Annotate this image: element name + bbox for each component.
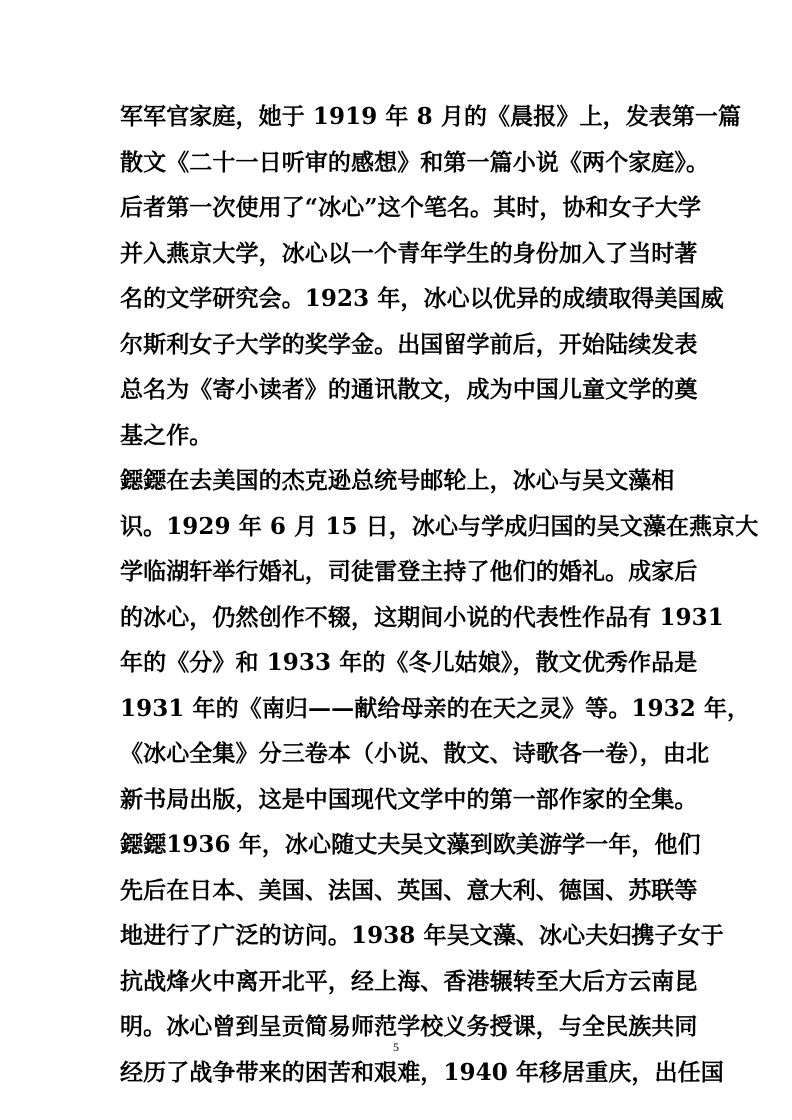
text-line-2: 散文《二十一日听审的感想》和第一篇小说《两个家庭》。 — [120, 148, 710, 176]
text-line-17: 鐚鐚1936 年，冰心随丈夫吴文藻到欧美游学一年，他们 — [120, 831, 701, 858]
text-line-1: 军军官家庭，她于 1919 年 8 月的《晨报》上，发表第一篇 — [120, 103, 742, 130]
text-line-10: 识。1929 年 6 月 15 日，冰心与学成归国的吴文藻在燕京大 — [120, 512, 759, 540]
text-line-12: 的冰心，仍然创作不辍，这期间小说的代表性作品有 1931 — [120, 603, 724, 631]
text-line-15: 《冰心全集》分三卷本（小说、散文、诗歌各一卷），由北 — [120, 740, 710, 767]
page-number: 5 — [393, 1040, 399, 1054]
text-line-19: 地进行了广泛的访问。1938 年吴文藻、冰心夫妇携子女于 — [120, 922, 724, 949]
text-line-9: 鐚鐚在去美国的杰克逊总统号邮轮上，冰心与吴文藻相 — [120, 467, 675, 494]
text-line-3: 后者第一次使用了“冰心”这个笔名。其时，协和女子大学 — [120, 194, 702, 221]
text-line-11: 学临湖轩举行婚礼，司徒雷登主持了他们的婚礼。成家后 — [120, 558, 698, 585]
text-line-18: 先后在日本、美国、法国、英国、意大利、德国、苏联等 — [120, 876, 698, 904]
text-line-16: 新书局出版，这是中国现代文学中的第一部作家的全集。 — [120, 785, 698, 813]
text-line-8: 基之作。 — [120, 421, 213, 449]
text-line-20: 抗战烽火中离开北平，经上海、香港辗转至大后方云南昆 — [120, 967, 698, 995]
body-text — [120, 94, 759, 1095]
text-line-22: 经历了战争带来的困苦和艰难，1940 年移居重庆，出任国 — [120, 1058, 724, 1086]
text-line-6: 尔斯利女子大学的奖学金。出国留学前后，开始陆续发表 — [120, 330, 698, 358]
text-line-7: 总名为《寄小读者》的通讯散文，成为中国儿童文学的奠 — [120, 376, 698, 403]
text-line-4: 并入燕京大学，冰心以一个青年学生的身份加入了当时著 — [120, 239, 698, 267]
text-line-5: 名的文学研究会。1923 年，冰心以优异的成绩取得美国威 — [120, 285, 724, 312]
text-line-14: 1931 年的《南归——献给母亲的在天之灵》等。1932 年， — [120, 694, 751, 722]
text-line-21: 明。冰心曾到呈贡简易师范学校义务授课，与全民族共同 — [120, 1013, 698, 1040]
text-line-13: 年的《分》和 1933 年的《冬儿姑娘》，散文优秀作品是 — [120, 649, 698, 676]
